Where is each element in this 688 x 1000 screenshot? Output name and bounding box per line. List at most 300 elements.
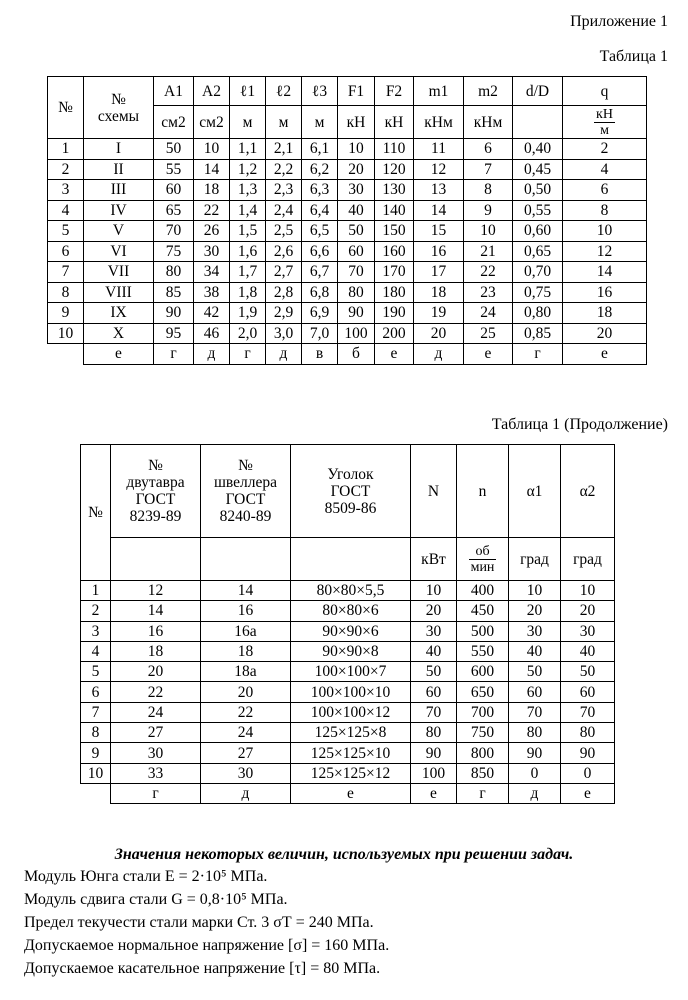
t1-cell: 6,4 [302,200,338,221]
table2-caption: Таблица 1 (Продолжение) [491,416,668,433]
t1-footer-cell: е [84,344,154,365]
t2-cell: 33 [111,763,201,783]
unit-m2: кНм [464,106,513,139]
t1-cell: 7 [464,159,513,180]
t2-cell: 0 [509,763,561,783]
t2-unit-n [457,538,509,581]
t1-cell: 1 [48,139,84,160]
t2-cell: 12 [111,581,201,601]
t1-cell: 2,8 [266,282,302,303]
t2-cell: 20 [509,601,561,621]
t1-cell: 50 [154,139,194,160]
note-young-modulus: Модуль Юнга стали E = 2·10⁵ МПа. [24,868,268,885]
t1-cell: 34 [194,262,230,283]
t1-cell: 2,9 [266,303,302,324]
t2-cell: 24 [111,702,201,722]
t1-cell: 2,3 [266,180,302,201]
t2-cell: 2 [81,601,111,621]
t2-cell: 22 [111,682,201,702]
t1-cell: 25 [464,323,513,344]
t1-cell: 13 [414,180,464,201]
t2-cell: 600 [457,662,509,682]
t2-cell: 16 [111,621,201,641]
t2-cell: 6 [81,682,111,702]
t2-unit-a1: град [509,538,561,581]
t1-cell: 6,8 [302,282,338,303]
t1-cell: 20 [563,323,647,344]
t1-cell: 50 [338,221,375,242]
t2-cell: 40 [561,641,615,661]
t1-cell: V [84,221,154,242]
t2-unit-ibeam [111,538,201,581]
t2-cell: 90×90×6 [291,621,411,641]
t2-cell: 70 [411,702,457,722]
t1-cell: 8 [48,282,84,303]
header-scheme-text: № схемы [97,90,140,125]
t1-cell: 4 [48,200,84,221]
t1-footer-cell: е [375,344,414,365]
t2-cell: 20 [201,682,291,702]
t2-header-channel-l3: 8240-89 [219,508,272,525]
t1-cell: 55 [154,159,194,180]
header-F1: F1 [338,77,375,106]
header-scheme [84,77,154,139]
t2-footer-cell: г [111,783,201,803]
t2-cell: 20 [561,601,615,621]
t2-cell: 10 [509,581,561,601]
t2-row [81,662,615,682]
t2-cell: 30 [111,743,201,763]
t1-cell: 200 [375,323,414,344]
t2-cell: 90 [561,743,615,763]
t1-cell: 2,5 [266,221,302,242]
t2-unit-n-fraction [469,544,497,575]
t2-header-N: N [411,445,457,538]
t1-cell: 8 [563,200,647,221]
t1-cell: VII [84,262,154,283]
t1-cell: 46 [194,323,230,344]
t1-footer-cell: б [338,344,375,365]
t1-cell: 40 [338,200,375,221]
t1-cell: 7 [48,262,84,283]
t1-cell: 6 [563,180,647,201]
t2-cell: 3 [81,621,111,641]
t1-cell: 42 [194,303,230,324]
t2-header-angle-l1: ГОСТ [330,482,371,500]
t1-cell: 10 [48,323,84,344]
t2-cell: 0 [561,763,615,783]
notes-title: Значения некоторых величин, используемых при решении задач. [114,846,574,863]
t1-cell: 7,0 [302,323,338,344]
t2-cell: 100×100×10 [291,682,411,702]
t2-cell: 90 [509,743,561,763]
t2-cell: 18 [201,641,291,661]
t1-cell: 3 [48,180,84,201]
t2-header-angle-l2: 8509-86 [324,499,377,517]
t2-cell: 40 [411,641,457,661]
t2-cell: 30 [509,621,561,641]
t2-cell: 100×100×12 [291,702,411,722]
header-A2: A2 [194,77,230,106]
t1-row [48,139,647,160]
table2-body [81,581,615,784]
t1-cell: 2,2 [266,159,302,180]
t2-cell: 60 [411,682,457,702]
t2-cell: 100×100×7 [291,662,411,682]
header-num: № [48,77,84,139]
t2-row [81,641,615,661]
t1-cell: 95 [154,323,194,344]
t1-cell: 22 [464,262,513,283]
table2-footer-row [81,783,615,803]
t1-cell: 0,55 [513,200,563,221]
t1-cell: 18 [563,303,647,324]
header-q: q [563,77,647,106]
t1-cell: 10 [464,221,513,242]
t2-unit-n-den: мин [470,559,495,575]
t1-cell: 6 [48,241,84,262]
t1-cell: 170 [375,262,414,283]
t1-cell: 80 [154,262,194,283]
t1-cell: 85 [154,282,194,303]
t1-cell: 9 [48,303,84,324]
t1-cell: 90 [338,303,375,324]
t1-cell: 6,9 [302,303,338,324]
t2-row [81,601,615,621]
t1-cell: 15 [414,221,464,242]
t1-row [48,180,647,201]
unit-q-fraction [594,107,615,138]
t1-cell: 190 [375,303,414,324]
header-l1: ℓ1 [230,77,266,106]
t1-cell: I [84,139,154,160]
t2-header-ibeam-l3: 8239-89 [129,508,182,525]
t1-cell: 14 [414,200,464,221]
t1-cell: 0,45 [513,159,563,180]
t1-footer-cell: г [154,344,194,365]
t2-row [81,723,615,743]
t2-cell: 30 [411,621,457,641]
t1-cell: 150 [375,221,414,242]
t2-header-angle-l0: Уголок [327,465,374,483]
table2 [80,444,615,804]
table1-footer-row [48,344,647,365]
unit-F1: кН [338,106,375,139]
t2-cell: 8 [81,723,111,743]
t1-cell: 20 [414,323,464,344]
t1-cell: 12 [414,159,464,180]
t1-cell: 10 [194,139,230,160]
t2-row [81,763,615,783]
table1 [47,76,647,365]
t2-cell: 9 [81,743,111,763]
t1-footer-cell: д [266,344,302,365]
t1-cell: 100 [338,323,375,344]
t1-cell: 30 [338,180,375,201]
t2-unit-N: кВт [411,538,457,581]
header-m2: m2 [464,77,513,106]
t1-cell: 19 [414,303,464,324]
t1-cell: 2,0 [230,323,266,344]
t2-cell: 22 [201,702,291,722]
table1-body [48,139,647,344]
t1-cell: 22 [194,200,230,221]
t1-cell: 120 [375,159,414,180]
t2-cell: 5 [81,662,111,682]
t2-row [81,702,615,722]
t1-footer-cell: д [194,344,230,365]
header-m1: m1 [414,77,464,106]
t2-cell: 70 [561,702,615,722]
t1-cell: 0,40 [513,139,563,160]
t2-footer-cell: д [509,783,561,803]
t2-cell: 14 [111,601,201,621]
t1-cell: 2,6 [266,241,302,262]
t2-cell: 450 [457,601,509,621]
t2-header-ibeam-l2: ГОСТ [135,491,176,508]
t1-cell: 38 [194,282,230,303]
t1-cell: 24 [464,303,513,324]
t2-row [81,581,615,601]
t2-header-a1: α1 [509,445,561,538]
t1-cell: 0,50 [513,180,563,201]
t1-cell: 23 [464,282,513,303]
t2-footer-cell: г [457,783,509,803]
t1-cell: 0,65 [513,241,563,262]
unit-A2: см2 [194,106,230,139]
t1-cell: 60 [338,241,375,262]
t1-footer-cell: в [302,344,338,365]
t1-cell: 4 [563,159,647,180]
t1-cell: 1,6 [230,241,266,262]
t2-footer-cell [81,783,111,803]
table2-units-row [81,538,615,581]
t2-cell: 30 [561,621,615,641]
t1-cell: 6,2 [302,159,338,180]
t1-cell: 6,3 [302,180,338,201]
t2-cell: 100 [411,763,457,783]
t1-cell: VIII [84,282,154,303]
unit-A1: см2 [154,106,194,139]
t1-cell: 6 [464,139,513,160]
unit-F2: кН [375,106,414,139]
t1-cell: 1,9 [230,303,266,324]
t2-cell: 27 [201,743,291,763]
t2-row [81,682,615,702]
t1-cell: II [84,159,154,180]
t2-cell: 24 [201,723,291,743]
t1-cell: 2,1 [266,139,302,160]
t1-footer-cell: г [513,344,563,365]
t2-footer-cell: е [411,783,457,803]
t2-cell: 10 [411,581,457,601]
t1-cell: 1,8 [230,282,266,303]
header-l3: ℓ3 [302,77,338,106]
t1-cell: 30 [194,241,230,262]
t2-row [81,621,615,641]
t1-row [48,282,647,303]
unit-q-den: м [600,122,609,138]
t1-footer-cell: г [230,344,266,365]
t2-cell: 18а [201,662,291,682]
note-shear-modulus: Модуль сдвига стали G = 0,8·10⁵ МПа. [24,891,288,908]
t2-cell: 60 [509,682,561,702]
t2-header-channel-l2: ГОСТ [225,491,266,508]
t1-cell: 3,0 [266,323,302,344]
t2-header-angle [291,445,411,538]
header-dD: d/D [513,77,563,106]
t1-cell: 80 [338,282,375,303]
table2-header-row [81,445,615,538]
t1-cell: 6,6 [302,241,338,262]
t1-cell: 14 [194,159,230,180]
t1-cell: 2 [48,159,84,180]
appendix-label: Приложение 1 [570,13,668,30]
t1-cell: 70 [338,262,375,283]
t1-cell: IX [84,303,154,324]
header-F2: F2 [375,77,414,106]
t2-header-channel-l1: швеллера [213,474,278,491]
t1-row [48,221,647,242]
t1-cell: 110 [375,139,414,160]
t1-row [48,159,647,180]
t1-row [48,303,647,324]
t2-header-ibeam-l0: № [148,457,163,474]
t2-cell: 90 [411,743,457,763]
t1-cell: 8 [464,180,513,201]
t2-cell: 850 [457,763,509,783]
t2-footer-cell: е [561,783,615,803]
t1-cell: 160 [375,241,414,262]
t2-row [81,743,615,763]
t1-cell: 10 [563,221,647,242]
t2-cell: 125×125×12 [291,763,411,783]
t2-cell: 30 [201,763,291,783]
t1-cell: VI [84,241,154,262]
unit-q [563,106,647,139]
unit-m1: кНм [414,106,464,139]
t1-cell: 14 [563,262,647,283]
t2-cell: 20 [111,662,201,682]
t2-cell: 400 [457,581,509,601]
unit-dD [513,106,563,139]
t2-header-num: № [81,445,111,581]
t1-footer-cell: е [563,344,647,365]
t1-cell: III [84,180,154,201]
t1-cell: 60 [154,180,194,201]
t1-cell: 18 [414,282,464,303]
note-yield-strength: Предел текучести стали марки Ст. 3 σТ = 240 МПа. [24,914,374,931]
t2-footer-cell: д [201,783,291,803]
t1-cell: 20 [338,159,375,180]
t2-cell: 10 [561,581,615,601]
t2-cell: 1 [81,581,111,601]
t1-row [48,262,647,283]
t2-cell: 18 [111,641,201,661]
t2-cell: 16 [201,601,291,621]
unit-l1: м [230,106,266,139]
t1-cell: 12 [563,241,647,262]
t1-cell: IV [84,200,154,221]
t1-cell: 9 [464,200,513,221]
t1-cell: 1,7 [230,262,266,283]
t1-cell: 0,80 [513,303,563,324]
t2-cell: 50 [509,662,561,682]
t1-cell: 2,4 [266,200,302,221]
t1-cell: 140 [375,200,414,221]
t1-cell: 1,3 [230,180,266,201]
t2-cell: 550 [457,641,509,661]
t2-footer-cell: е [291,783,411,803]
t1-cell: 6,1 [302,139,338,160]
t1-cell: 90 [154,303,194,324]
t1-row [48,200,647,221]
t2-cell: 80 [411,723,457,743]
t2-cell: 7 [81,702,111,722]
t2-unit-a2: град [561,538,615,581]
t2-cell: 50 [561,662,615,682]
t1-cell: 65 [154,200,194,221]
t1-cell: 70 [154,221,194,242]
header-l2: ℓ2 [266,77,302,106]
t1-cell: 0,70 [513,262,563,283]
t1-cell: 6,5 [302,221,338,242]
t1-cell: 0,85 [513,323,563,344]
unit-q-num: кН [596,106,613,122]
t1-cell: 26 [194,221,230,242]
t2-unit-channel [201,538,291,581]
t1-cell: 21 [464,241,513,262]
t2-unit-n-num: об [469,544,497,560]
t2-cell: 125×125×8 [291,723,411,743]
t2-unit-angle [291,538,411,581]
note-normal-stress: Допускаемое нормальное напряжение [σ] = 160 МПа. [24,937,390,954]
t2-cell: 90×90×8 [291,641,411,661]
t2-header-a2: α2 [561,445,615,538]
t2-cell: 16а [201,621,291,641]
t1-cell: 5 [48,221,84,242]
t2-cell: 4 [81,641,111,661]
t1-cell: 130 [375,180,414,201]
t1-cell: 0,60 [513,221,563,242]
t1-cell: 0,75 [513,282,563,303]
t1-cell: 16 [563,282,647,303]
t1-cell: 18 [194,180,230,201]
t2-cell: 40 [509,641,561,661]
t2-cell: 14 [201,581,291,601]
header-A1: A1 [154,77,194,106]
unit-l2: м [266,106,302,139]
t1-cell: 180 [375,282,414,303]
t2-cell: 70 [509,702,561,722]
table1-header-row [48,77,647,106]
t1-cell: 10 [338,139,375,160]
t2-cell: 500 [457,621,509,641]
t1-cell: 6,7 [302,262,338,283]
t1-footer-cell: е [464,344,513,365]
note-shear-stress: Допускаемое касательное напряжение [τ] = 80 МПа. [24,960,381,977]
t1-cell: 17 [414,262,464,283]
t1-cell: 1,5 [230,221,266,242]
t1-cell: 1,4 [230,200,266,221]
t2-cell: 27 [111,723,201,743]
t1-footer-cell: д [414,344,464,365]
t1-cell: 2 [563,139,647,160]
t1-footer-cell [48,344,84,365]
t1-cell: 1,2 [230,159,266,180]
t2-header-ibeam [111,445,201,538]
t2-cell: 20 [411,601,457,621]
